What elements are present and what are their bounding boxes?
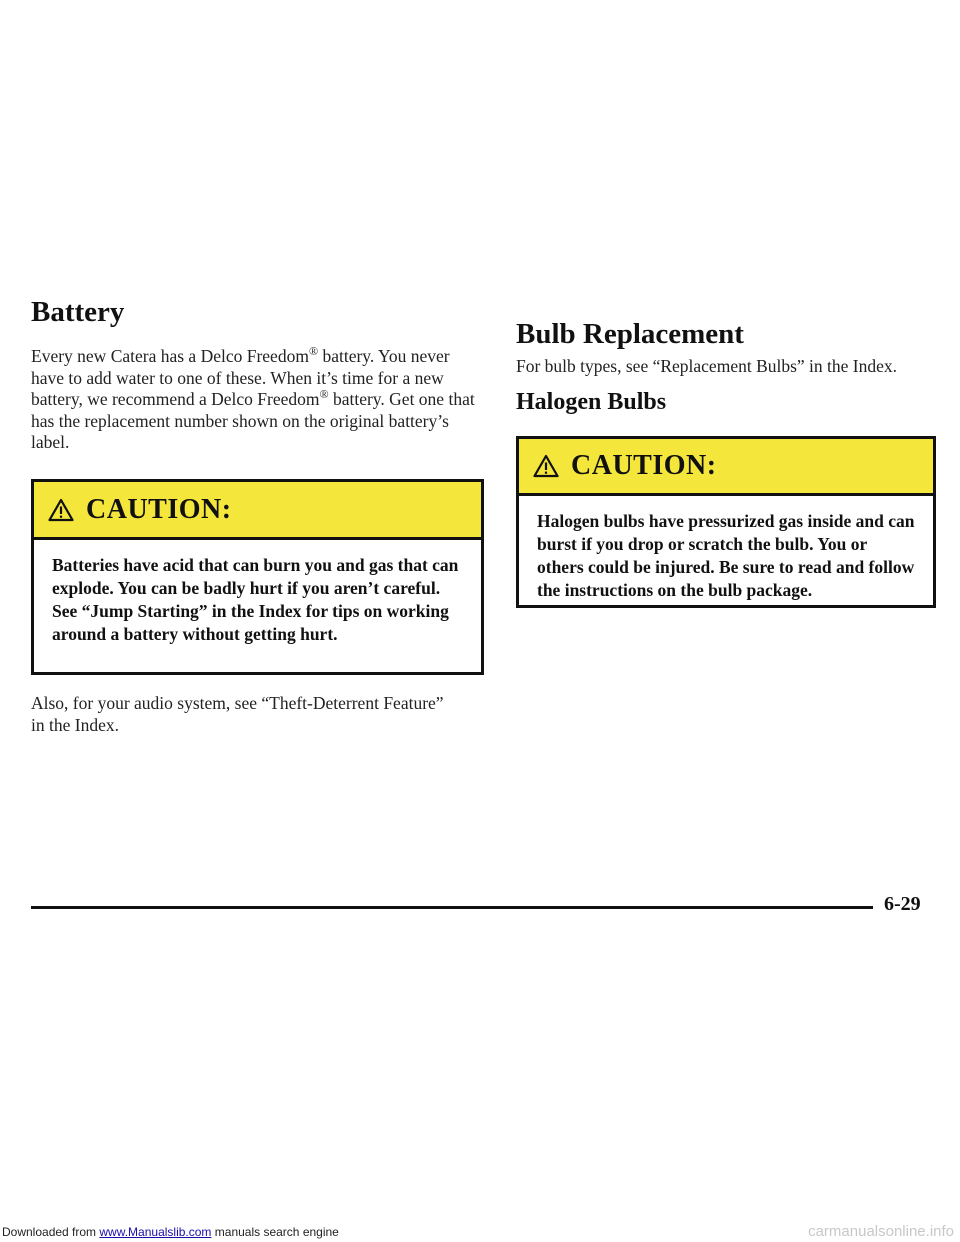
battery-intro-paragraph: Every new Catera has a Delco Freedom® battery. You never have to add water to one of these. When it’s time for a new battery, we recommend a Delco Freedom® battery. Get one that has the replacement number shown on the original battery’s label.: [31, 344, 475, 452]
bulb-replacement-heading: Bulb Replacement: [516, 318, 744, 350]
audio-system-paragraph: Also, for your audio system, see “Theft-Deterrent Feature” in the Index.: [31, 693, 444, 735]
registered-mark: ®: [319, 387, 329, 402]
halogen-caution-header: [519, 439, 933, 496]
bulb-types-paragraph: For bulb types, see “Replacement Bulbs” in the Index.: [516, 356, 898, 376]
battery-caution-header: [34, 482, 481, 540]
caution-label: CAUTION:: [86, 493, 232, 525]
page-footer-rule: [31, 906, 873, 909]
battery-caution-text: Batteries have acid that can burn you and gas that can explode. You can be badly hurt if you aren’t careful. See “Jump Starting” in the Index for tips on working around a battery without getting hurt.: [52, 555, 459, 644]
registered-mark: ®: [308, 344, 319, 359]
halogen-caution-text: Halogen bulbs have pressurized gas inside and can burst if you drop or scratch the bulb. You or others could be injured. Be sure to read and follow the instructions on the bulb package.: [537, 511, 915, 600]
battery-caution-box: [31, 479, 484, 675]
manualslib-link[interactable]: www.Manualslib.com: [99, 1225, 212, 1239]
halogen-caution-box: [516, 436, 936, 608]
warning-triangle-icon: [533, 454, 559, 478]
warning-triangle-icon: [48, 498, 74, 522]
download-footer: Downloaded from www.Manualslib.com manuals search engine: [2, 1225, 339, 1239]
caution-label: CAUTION:: [571, 450, 717, 481]
site-watermark: carmanualsonline.info: [808, 1223, 954, 1240]
page-number: 6-29: [884, 893, 921, 915]
halogen-bulbs-heading: Halogen Bulbs: [516, 389, 667, 415]
battery-heading: Battery: [31, 296, 125, 328]
